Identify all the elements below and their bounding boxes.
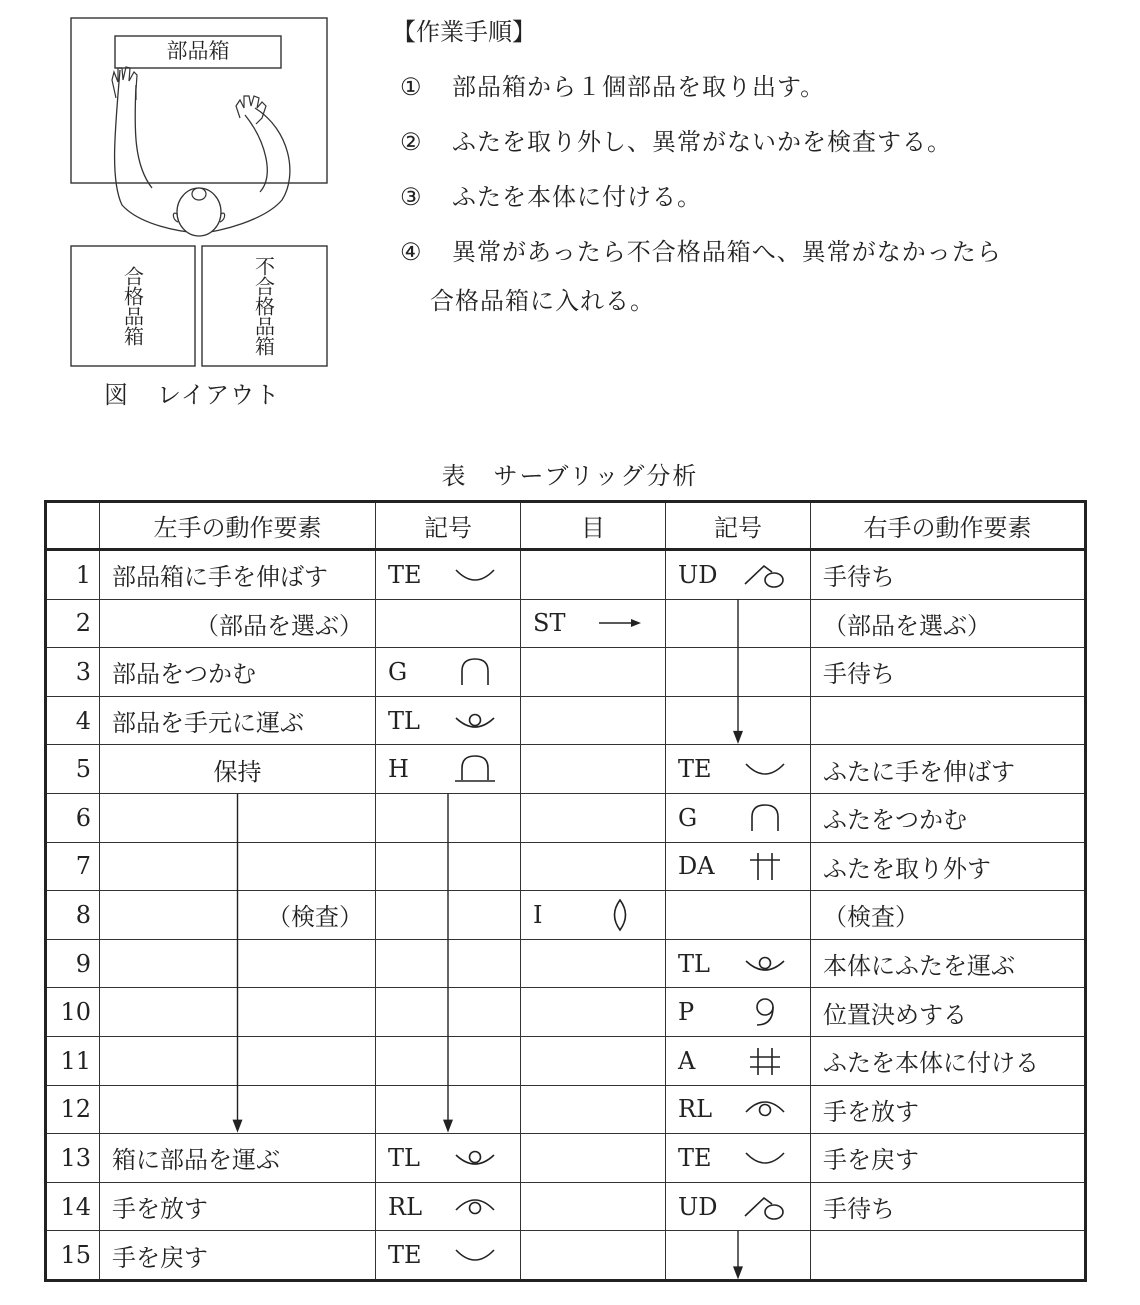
table-row xyxy=(46,1182,1086,1231)
right-symbol-code: DA xyxy=(678,852,715,881)
right-hand-action: 手を戻す xyxy=(811,1134,1086,1183)
header-no xyxy=(46,502,100,550)
left-symbol-code: TL xyxy=(388,706,420,735)
work-procedure xyxy=(392,10,1112,335)
right-symbol-code: RL xyxy=(678,1095,713,1124)
step-number: ③ xyxy=(400,183,423,211)
right-hand-action: ふたをつかむ xyxy=(811,793,1086,842)
left-symbol xyxy=(376,1036,521,1085)
left-symbol-code: TE xyxy=(388,1241,422,1270)
right-symbol xyxy=(666,793,811,842)
right-symbol xyxy=(666,891,811,940)
left-hand-action: 手を放す xyxy=(100,1182,376,1231)
left-hand-action xyxy=(100,1036,376,1085)
step-text: 部品箱から１個部品を取り出す。 xyxy=(452,73,826,101)
right-symbol xyxy=(666,550,811,600)
eye-symbol xyxy=(521,1036,666,1085)
table-row xyxy=(46,696,1086,745)
right-hand-action: 位置決めする xyxy=(811,988,1086,1037)
left-symbol xyxy=(376,1085,521,1134)
procedure-step xyxy=(392,115,1112,170)
table-row xyxy=(46,648,1086,697)
eye-symbol xyxy=(521,939,666,988)
right-hand-action: 手待ち xyxy=(811,1182,1086,1231)
row-number: 9 xyxy=(46,939,100,988)
procedure-step xyxy=(392,225,1112,280)
table-row xyxy=(46,1036,1086,1085)
left-hand-action xyxy=(100,842,376,891)
right-hand-action: 本体にふたを運ぶ xyxy=(811,939,1086,988)
eye-symbol xyxy=(521,891,666,940)
left-symbol xyxy=(376,793,521,842)
row-number: 4 xyxy=(46,696,100,745)
right-hand-action: ふたを本体に付ける xyxy=(811,1036,1086,1085)
right-symbol xyxy=(666,1134,811,1183)
table-row xyxy=(46,891,1086,940)
header-left-symbol: 記号 xyxy=(376,502,521,550)
step-text: ふたを取り外し、異常がないかを検査する。 xyxy=(452,128,952,156)
left-hand-action: （部品を選ぶ） xyxy=(100,599,376,648)
procedure-step xyxy=(392,60,1112,115)
row-number: 15 xyxy=(46,1231,100,1281)
eye-symbol xyxy=(521,648,666,697)
left-symbol xyxy=(376,939,521,988)
fail-box xyxy=(202,246,325,366)
left-hand-action: 部品を手元に運ぶ xyxy=(100,696,376,745)
right-hand-action: 手待ち xyxy=(811,550,1086,600)
left-hand-action: 手を戻す xyxy=(100,1231,376,1281)
left-hand-action: 部品箱に手を伸ばす xyxy=(100,550,376,600)
step-number: ② xyxy=(400,128,423,156)
eye-symbol-code: ST xyxy=(533,609,566,638)
procedure-title: 【作業手順】 xyxy=(392,18,536,46)
left-symbol-code: H xyxy=(388,755,409,784)
row-number: 5 xyxy=(46,745,100,794)
left-hand-action xyxy=(100,988,376,1037)
eye-symbol xyxy=(521,988,666,1037)
left-symbol xyxy=(376,1182,521,1231)
right-hand-action: （部品を選ぶ） xyxy=(811,599,1086,648)
header-right-hand: 右手の動作要素 xyxy=(811,502,1086,550)
table-title-prefix: 表 xyxy=(441,462,468,490)
header-right-symbol: 記号 xyxy=(666,502,811,550)
table-row xyxy=(46,939,1086,988)
eye-symbol xyxy=(521,1085,666,1134)
right-symbol xyxy=(666,1231,811,1281)
left-hand-action: 保持 xyxy=(100,745,376,794)
right-symbol xyxy=(666,599,811,648)
procedure-step xyxy=(392,170,1112,225)
right-symbol-code: A xyxy=(678,1046,696,1075)
step-text: ふたを本体に付ける。 xyxy=(452,183,702,211)
fail-box-label: 不合格品箱 xyxy=(251,256,276,356)
eye-symbol xyxy=(521,793,666,842)
left-symbol-code: TE xyxy=(388,560,422,589)
eye-symbol-code: I xyxy=(533,900,543,929)
right-symbol xyxy=(666,745,811,794)
row-number: 6 xyxy=(46,793,100,842)
eye-symbol xyxy=(521,599,666,648)
pass-box-label: 合格品箱 xyxy=(120,266,145,346)
row-number: 14 xyxy=(46,1182,100,1231)
procedure-step-continuation: 合格品箱に入れる。 xyxy=(430,287,655,315)
figure-caption-prefix: 図 xyxy=(104,381,129,409)
right-hand-action xyxy=(811,1231,1086,1281)
right-symbol xyxy=(666,1085,811,1134)
header-left-hand: 左手の動作要素 xyxy=(100,502,376,550)
right-symbol-code: TE xyxy=(678,1143,712,1172)
left-hand-action: （検査） xyxy=(100,891,376,940)
row-number: 10 xyxy=(46,988,100,1037)
figure-caption xyxy=(104,375,280,410)
left-symbol xyxy=(376,696,521,745)
left-symbol xyxy=(376,1231,521,1281)
right-symbol xyxy=(666,1182,811,1231)
table-row xyxy=(46,745,1086,794)
left-hand-action xyxy=(100,793,376,842)
left-symbol-code: RL xyxy=(388,1192,423,1221)
right-symbol-code: UD xyxy=(678,560,718,589)
right-hand-action: （検査） xyxy=(811,891,1086,940)
right-hand-action: 手待ち xyxy=(811,648,1086,697)
right-symbol xyxy=(666,648,811,697)
left-symbol xyxy=(376,745,521,794)
layout-figure xyxy=(60,10,360,410)
table-row xyxy=(46,599,1086,648)
right-hand-action: ふたに手を伸ばす xyxy=(811,745,1086,794)
eye-symbol xyxy=(521,696,666,745)
left-hand-action: 箱に部品を運ぶ xyxy=(100,1134,376,1183)
row-number: 8 xyxy=(46,891,100,940)
eye-symbol xyxy=(521,1231,666,1281)
right-symbol-code: P xyxy=(678,998,695,1027)
right-hand-action: ふたを取り外す xyxy=(811,842,1086,891)
table-header-row xyxy=(46,502,1086,550)
right-symbol-code: TE xyxy=(678,755,712,784)
left-symbol xyxy=(376,599,521,648)
table-row xyxy=(46,1085,1086,1134)
table-row xyxy=(46,842,1086,891)
left-symbol xyxy=(376,842,521,891)
left-symbol xyxy=(376,1134,521,1183)
eye-symbol xyxy=(521,1182,666,1231)
right-symbol xyxy=(666,939,811,988)
right-symbol xyxy=(666,1036,811,1085)
figure-caption-text: レイアウト xyxy=(157,381,281,409)
left-symbol xyxy=(376,988,521,1037)
eye-symbol xyxy=(521,745,666,794)
right-symbol xyxy=(666,842,811,891)
row-number: 7 xyxy=(46,842,100,891)
header-eye: 目 xyxy=(521,502,666,550)
parts-box-label: 部品箱 xyxy=(166,39,230,63)
right-symbol xyxy=(666,988,811,1037)
left-hand-action xyxy=(100,1085,376,1134)
row-number: 1 xyxy=(46,550,100,600)
step-text: 異常があったら不合格品箱へ、異常がなかったら xyxy=(452,238,1002,266)
right-symbol-code: G xyxy=(678,803,698,832)
left-hand-action xyxy=(100,939,376,988)
right-symbol-code: UD xyxy=(678,1192,718,1221)
eye-symbol xyxy=(521,842,666,891)
table-title-text: サーブリッグ分析 xyxy=(493,462,699,490)
table-row xyxy=(46,1134,1086,1183)
table-row xyxy=(46,988,1086,1037)
right-symbol xyxy=(666,696,811,745)
table-row xyxy=(46,793,1086,842)
row-number: 12 xyxy=(46,1085,100,1134)
step-number: ④ xyxy=(400,238,423,266)
step-number: ① xyxy=(400,73,423,101)
left-symbol xyxy=(376,648,521,697)
table-row xyxy=(46,1231,1086,1281)
table-title xyxy=(0,456,1140,491)
pass-box xyxy=(71,246,194,366)
eye-symbol xyxy=(521,550,666,600)
therblig-table xyxy=(44,500,1087,1282)
left-symbol-code: TL xyxy=(388,1143,420,1172)
table-row xyxy=(46,550,1086,600)
row-number: 13 xyxy=(46,1134,100,1183)
left-symbol-code: G xyxy=(388,657,408,686)
left-symbol xyxy=(376,550,521,600)
left-symbol xyxy=(376,891,521,940)
row-number: 3 xyxy=(46,648,100,697)
right-hand-action: 手を放す xyxy=(811,1085,1086,1134)
row-number: 11 xyxy=(46,1036,100,1085)
right-hand-action xyxy=(811,696,1086,745)
eye-symbol xyxy=(521,1134,666,1183)
left-hand-action: 部品をつかむ xyxy=(100,648,376,697)
right-symbol-code: TL xyxy=(678,949,710,978)
row-number: 2 xyxy=(46,599,100,648)
